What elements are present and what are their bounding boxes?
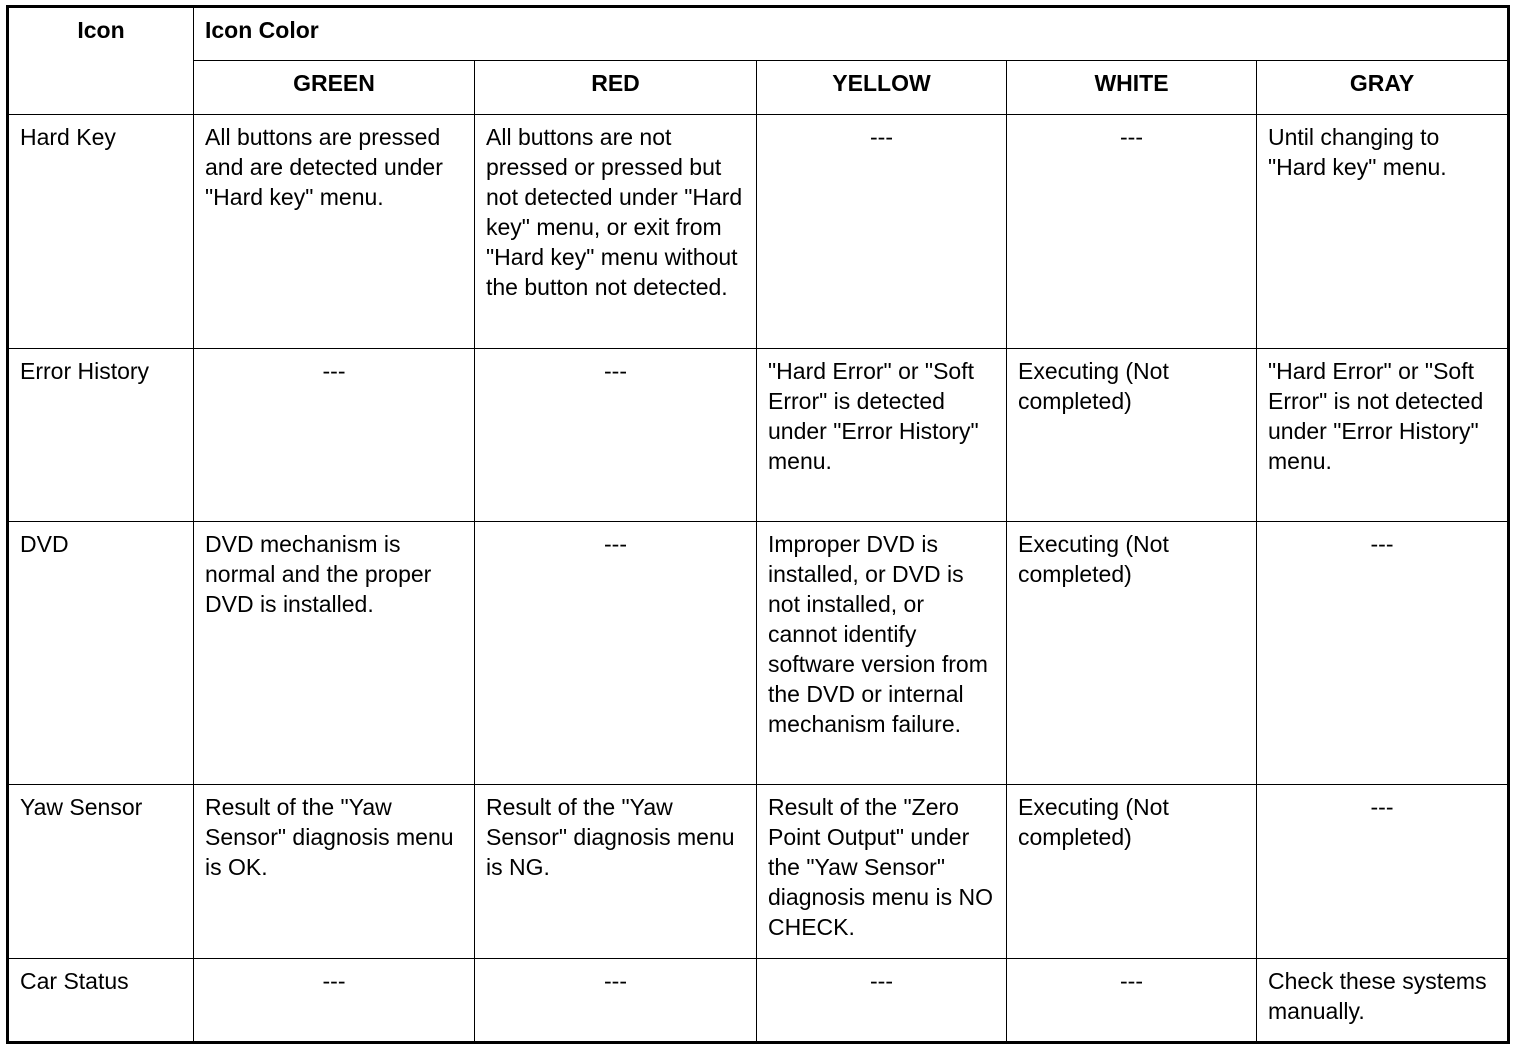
cell-red: --- [475,349,757,522]
cell-gray: Check these systems manually. [1257,959,1509,1043]
cell-white: Executing (Not completed) [1007,349,1257,522]
cell-yellow: "Hard Error" or "Soft Error" is detected under "Error History" menu. [757,349,1007,522]
cell-gray: --- [1257,522,1509,785]
cell-yellow: Improper DVD is installed, or DVD is not installed, or cannot identify software version from the DVD or internal mechanism failure. [757,522,1007,785]
cell-red: --- [475,959,757,1043]
table-row-error-history [8,349,1509,522]
cell-white: Executing (Not completed) [1007,522,1257,785]
cell-gray: Until changing to "Hard key" menu. [1257,115,1509,349]
cell-green: --- [194,959,475,1043]
cell-green: --- [194,349,475,522]
color-header-white: WHITE [1007,61,1257,115]
cell-red: All buttons are not pressed or pressed but not detected under "Hard key" menu, or exit from "Hard key" menu without the button not detected. [475,115,757,349]
cell-red: Result of the "Yaw Sensor" diagnosis menu is NG. [475,785,757,959]
cell-white: --- [1007,115,1257,349]
cell-gray: --- [1257,785,1509,959]
cell-green: DVD mechanism is normal and the proper DVD is installed. [194,522,475,785]
cell-gray: "Hard Error" or "Soft Error" is not detected under "Error History" menu. [1257,349,1509,522]
table-row-dvd [8,522,1509,785]
row-icon-label: DVD [8,522,194,785]
cell-red: --- [475,522,757,785]
cell-green: All buttons are pressed and are detected under "Hard key" menu. [194,115,475,349]
table-row-hard-key [8,115,1509,349]
row-icon-label: Car Status [8,959,194,1043]
cell-yellow: --- [757,959,1007,1043]
table-row-yaw-sensor [8,785,1509,959]
row-icon-label: Error History [8,349,194,522]
cell-green: Result of the "Yaw Sensor" diagnosis menu is OK. [194,785,475,959]
cell-white: Executing (Not completed) [1007,785,1257,959]
color-header-green: GREEN [194,61,475,115]
icon-column-header: Icon [8,7,194,115]
color-header-row [8,61,1509,115]
cell-yellow: --- [757,115,1007,349]
cell-white: --- [1007,959,1257,1043]
row-icon-label: Yaw Sensor [8,785,194,959]
color-header-gray: GRAY [1257,61,1509,115]
icon-color-table [6,5,1510,1044]
cell-yellow: Result of the "Zero Point Output" under the "Yaw Sensor" diagnosis menu is NO CHECK. [757,785,1007,959]
icon-color-header: Icon Color [194,7,1509,61]
row-icon-label: Hard Key [8,115,194,349]
table-row-car-status [8,959,1509,1043]
header-row [8,7,1509,61]
color-header-yellow: YELLOW [757,61,1007,115]
color-header-red: RED [475,61,757,115]
